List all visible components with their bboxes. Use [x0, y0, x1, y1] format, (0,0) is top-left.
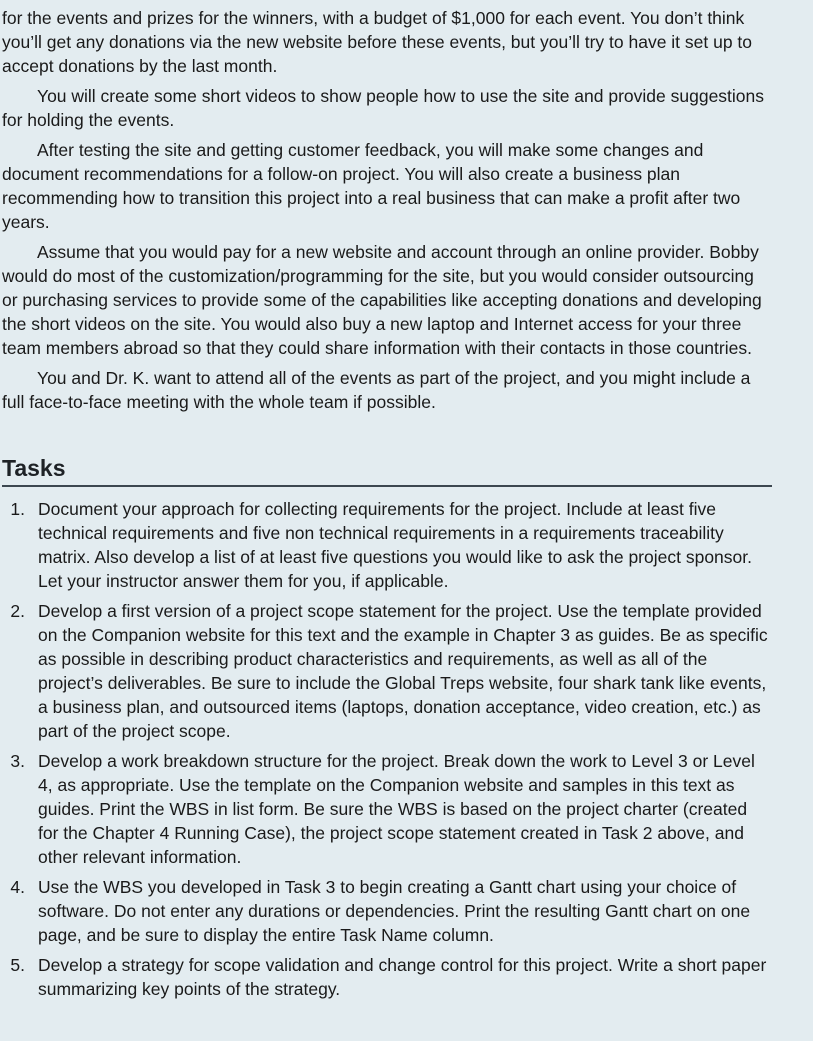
task-item-5	[2, 953, 772, 1001]
tasks-list	[2, 497, 772, 1001]
task-item-1	[2, 497, 772, 593]
task-item-4	[2, 875, 772, 947]
task-text: Develop a first version of a project scope statement for the project. Use the template provided on the Companion website for this text and the example in Chapter 3 as guides. Be as specific as possible in describing product characteristics and requirements, as well as all of the project’s deliverables. Be sure to include the Global Treps website, four shark tank like events, a business plan, and outsourced items (laptops, donation acceptance, video creation, etc.) as part of the project scope.	[38, 601, 768, 741]
paragraph-website-assumptions: Assume that you would pay for a new website and account through an online provider. Bobby would do most of the customization/programming for the site, but you would consider outsourcing or purchasing services to provide some of the capabilities like accepting donations and developing the short videos on the site. You would also buy a new laptop and Internet access for your three team members abroad so that they could share information with their contacts in those countries.	[2, 242, 762, 358]
task-number: 1.	[10, 499, 25, 519]
task-item-3	[2, 749, 772, 869]
task-number: 4.	[10, 877, 25, 897]
task-text: Use the WBS you developed in Task 3 to begin creating a Gantt chart using your choice of software. Do not enter any durations or dependencies. Print the resulting Gantt chart on one page, and be sure to display the entire Task Name column.	[38, 877, 751, 945]
task-number: 5.	[10, 955, 25, 975]
paragraph-event-budget: for the events and prizes for the winners, with a budget of $1,000 for each event. You don’t think you’ll get any donations via the new website before these events, but you’ll try to have it set up to accept donations by the last month.	[2, 8, 753, 76]
task-text: Develop a work breakdown structure for the project. Break down the work to Level 3 or Level 4, as appropriate. Use the template on the Companion website and samples in this text as guides. Print the WBS in list form. Be sure the WBS is based on the project charter (created for the Chapter 4 Running Case), the project scope statement created in Task 2 above, and other relevant information.	[38, 751, 755, 867]
task-text: Develop a strategy for scope validation and change control for this project. Write a short paper summarizing key points of the strategy.	[38, 955, 767, 999]
task-number: 3.	[10, 751, 25, 771]
paragraph-short-videos: You will create some short videos to show people how to use the site and provide suggestions for holding the events.	[2, 86, 765, 130]
document-page	[2, 6, 772, 1007]
tasks-heading: Tasks	[2, 454, 772, 487]
paragraph-testing-feedback: After testing the site and getting customer feedback, you will make some changes and document recommendations for a follow-on project. You will also create a business plan recommending how to transition this project into a real business that can make a profit after two years.	[2, 140, 741, 232]
task-text: Document your approach for collecting requirements for the project. Include at least five technical requirements and five non technical requirements in a requirements traceability matrix. Also develop a list of at least five questions you would like to ask the project sponsor. Let your instructor answer them for you, if applicable.	[38, 499, 752, 591]
paragraph-attend-events: You and Dr. K. want to attend all of the events as part of the project, and you might include a full face-to-face meeting with the whole team if possible.	[2, 368, 751, 412]
task-number: 2.	[10, 601, 25, 621]
task-item-2	[2, 599, 772, 743]
